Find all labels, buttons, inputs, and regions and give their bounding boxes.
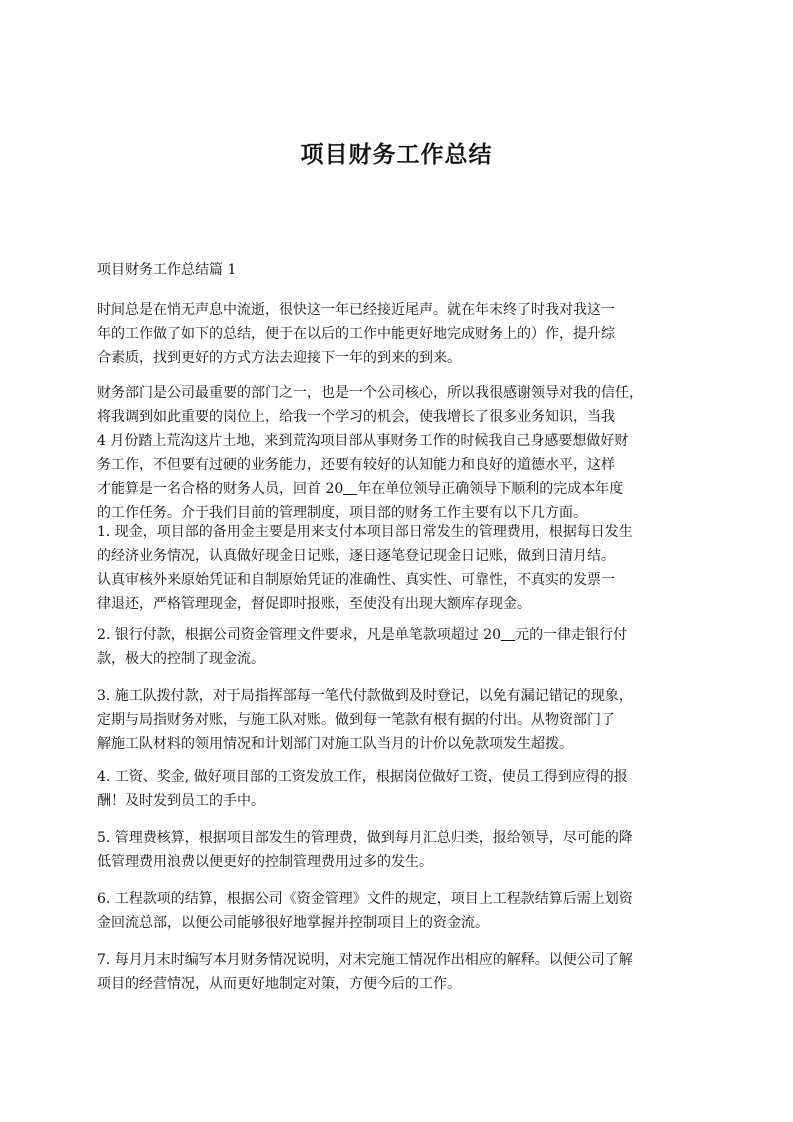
text-line: 律退还，严格管理现金，督促即时报账，至使没有出现大额库存现金。 [97,596,531,612]
document-title: 项目财务工作总结 [300,142,493,168]
text-line: 3. 施工队拨付款，对于局指挥部每一笔代付款做到及时登记，以免有漏记错记的现象， [97,688,633,704]
text-line: 款，极大的控制了现金流。 [97,651,265,667]
text-line: 4 月份踏上荒沟这片土地，来到荒沟项目部从事财务工作的时候我自己身感要想做好财 [97,433,629,449]
text-segment: 年在单位领导正确领导下顺利的完成本年度 [357,481,624,497]
text-line: 合素质，找到更好的方式方法去迎接下一年的到来的到来。 [97,350,461,366]
paragraph-department [97,381,707,525]
text-line: 务工作，不但要有过硬的业务能力，还要有较好的认知能力和良好的道德水平，这样 [97,457,615,473]
text-line: 1. 现金，项目部的备用金主要是用来支付本项目部日常发生的管理费用，根据每日发生 [97,524,633,540]
paragraph-item-2 [97,623,707,671]
text-line: 年的工作做了如下的总结，便于在以后的工作中能更好地完成财务上的）作，提升综 [97,326,615,342]
text-segment: 才能算是一名合格的财务人员，回首 20 [97,481,344,497]
blank-underline [343,480,357,495]
text-line: 认真审核外来原始凭证和自制原始凭证的准确性、真实性、可靠性，不真实的发票一 [97,572,615,588]
text-line: 金回流总部，以便公司能够很好地掌握并控制项目上的资金流。 [97,915,489,931]
text-line [97,477,707,501]
text-line [97,623,707,647]
paragraph-item-4 [97,765,707,813]
text-line: 解施工队材料的领用情况和计划部门对施工队当月的计价以免款项发生超拨。 [97,736,573,752]
text-segment: 2. 银行付款，根据公司资金管理文件要求，凡是单笔款项超过 20 [97,627,502,643]
text-line: 5. 管理费核算，根据项目部发生的管理费，做到每月汇总归类，报给领导，尽可能的降 [97,830,633,846]
text-line: 低管理费用浪费以便更好的控制管理费用过多的发生。 [97,854,433,870]
text-line: 的经济业务情况，认真做好现金日记账，逐日逐笔登记现金日记账，做到日清月结。 [97,548,615,564]
text-line: 财务部门是公司最重要的部门之一，也是一个公司核心，所以我很感谢领导对我的信任， [97,385,643,401]
text-line: 7. 每月月末时编写本月财务情况说明，对未完施工情况作出相应的解释。以便公司了解 [97,952,633,968]
blank-underline [501,626,515,641]
text-line: 定期与局指财务对账，与施工队对账。做到每一笔款有根有据的付出。从物资部门了 [97,712,615,728]
paragraph-intro [97,298,707,370]
text-line: 的工作任务。介于我们目前的管理制度，项目部的财务工作主要有以下几方面。 [97,505,587,521]
text-segment: 元的一律走银行付 [515,627,628,643]
paragraph-item-6 [97,887,707,935]
text-line: 4. 工资、奖金, 做好项目部的工资发放工作，根据岗位做好工资，使员工得到应得的报 [97,769,628,785]
text-line: 6. 工程款项的结算，根据公司《资金管理》文件的规定，项目上工程款结算后需上划资 [97,891,633,907]
paragraph-item-1 [97,520,707,616]
text-line: 时间总是在悄无声息中流逝，很快这一年已经接近尾声。就在年末终了时我对我这一 [97,302,615,318]
text-line: 项目的经营情况，从而更好地制定对策，方便今后的工作。 [97,976,461,992]
paragraph-item-5 [97,826,707,874]
section-heading: 项目财务工作总结篇 1 [97,262,237,278]
paragraph-item-7 [97,948,707,996]
text-line: 将我调到如此重要的岗位上，给我一个学习的机会，使我增长了很多业务知识，当我 [97,409,615,425]
paragraph-item-3 [97,684,707,756]
text-line: 酬！及时发到员工的手中。 [97,793,265,809]
